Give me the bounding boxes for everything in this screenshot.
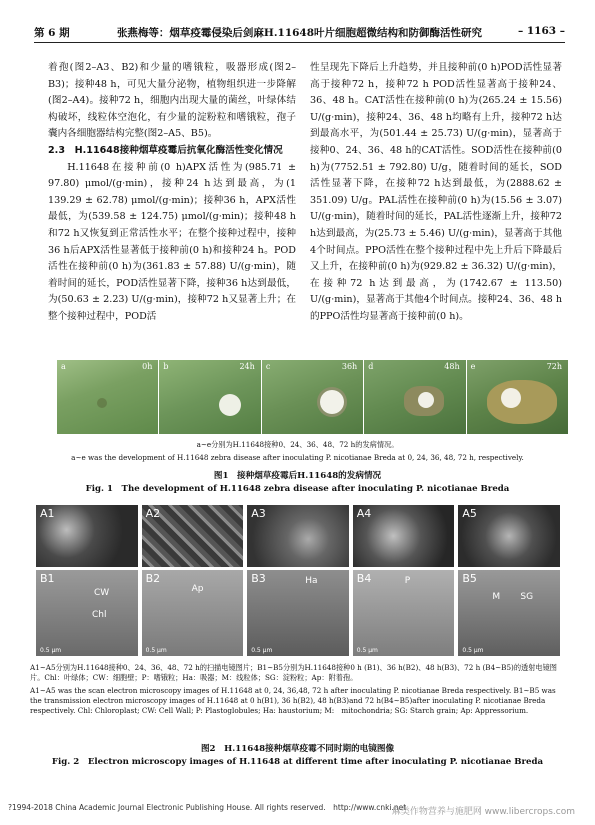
figure-2-caption-cn: A1~A5分别为H.11648接种0、24、36、48、72 h的扫描电镜图片；B1~B5分别为H.11648接种0 h (B1)、36 h(B2)、48 h(B3)、72 h (B4~B5)的透射电镜图片。Chl：叶绿体；CW：细胞壁；P：嗜锇粒；Ha：吸器；M：线粒体；SG：淀粉粒；Ap：附着孢。 xyxy=(30,663,557,682)
leaf-photo-panel: a 0h xyxy=(57,360,159,434)
leaf-photo-panel: e 72h xyxy=(467,360,569,434)
sem-image: A1 xyxy=(36,505,138,567)
right-column xyxy=(310,60,562,326)
issue-number: 第 6 期 xyxy=(34,27,70,39)
watermark: 麻类作物营养与施肥网 www.libercrops.com xyxy=(391,807,575,817)
running-title: 张燕梅等：烟草疫霉侵染后剑麻H.11648叶片细胞超微结构和防御酶活性研究 xyxy=(116,27,483,39)
tem-row xyxy=(36,570,560,656)
leaf-photo-panel: c 36h xyxy=(262,360,364,434)
tem-image: B3 Ha 0.5 μm xyxy=(247,570,349,656)
figure-1-photos xyxy=(57,360,569,434)
tem-image: B5 M SG 0.5 μm xyxy=(458,570,560,656)
section-title: 2.3 H.11648接种烟草疫霉后抗氧化酶活性变化情况 xyxy=(48,144,283,156)
sem-image: A4 xyxy=(353,505,455,567)
figure-1-title-cn: 图1 接种烟草疫霉后H.11648的发病情况 xyxy=(213,471,382,481)
figure-2-title-cn: 图2 H.11648接种烟草疫霉不同时期的电镜图像 xyxy=(200,744,395,754)
running-header xyxy=(34,22,565,43)
figure-1-caption-cn: a~e分别为H.11648接种0、24、36、48、72 h的发病情况。 xyxy=(196,440,399,449)
tem-image: B2 Ap 0.5 μm xyxy=(142,570,244,656)
sem-image: A3 xyxy=(247,505,349,567)
figure-1-title-en: Fig. 1 The development of H.11648 zebra disease after inoculating P. nicotianae Breda xyxy=(85,484,510,494)
figure-2-images xyxy=(36,505,560,659)
left-column xyxy=(48,60,296,326)
page-number: – 1163 – xyxy=(517,25,565,37)
paragraph: 性呈现先下降后上升趋势，并且接种前(0 h)POD活性显著高于接种72 h，接种72 h POD活性显著高于接种24、36、48 h。CAT活性在接种前(0 h)为(265.24 ± 15.56) U/(g·min)，接种24、36、48 h均略有上升，接种72 h达到最高水平，为(501.44 ± 25.73) U/(g·min)，显著高于接种0、24、36、48 h的CAT活性。SOD活性在接种前(0 h)为(7752.51 ± 792.80) U/g，随着时间的延长，SOD活性显著下降，在接种72 h达到最低，为(2888.62 ± 351.09) U/g。PAL活性在接种前(0 h)为(15.56 ± 3.07) U/(g·min)，随着时间的延长，PAL活性逐渐上升，接种72 h达到最高，为(25.73 ± 5.46) U/(g·min)，显著高于其他4个时间点。PPO活性在整个接种过程中先上升后下降最后又上升，在接种前(0 h)为(929.82 ± 36.32) U/(g·min)，在接种72 h达到最高，为(1742.67 ± 113.50) U/(g·min)，显著高于其他4个时间点。接种24、36、48 h的PPO活性均显著高于接种前(0 h)。 xyxy=(310,62,562,322)
sem-image: A5 xyxy=(458,505,560,567)
tem-image: B4 P 0.5 μm xyxy=(353,570,455,656)
tem-image: B1 CW Chl 0.5 μm xyxy=(36,570,138,656)
copyright-footer: ?1994-2018 China Academic Journal Electronic Publishing House. All rights reserved. http://www.cnki.net xyxy=(8,803,407,812)
sem-image: A2 xyxy=(142,505,244,567)
figure-1-caption-en: a~e was the development of H.11648 zebra disease after inoculating P. nicotianae Breda at 0, 24, 36, 48, 72 h, respectively. xyxy=(71,453,524,462)
figure-2-title-en: Fig. 2 Electron microscopy images of H.11648 at different time after inoculating P. nicotianae Breda xyxy=(51,757,544,767)
leaf-photo-panel: b 24h xyxy=(159,360,261,434)
paragraph: 着孢(图2–A3、B2)和少量的嗜锇粒，吸器形成(图2–B3)；接种48 h，可见大量分泌物，植物组织进一步降解(图2–A4)。接种72 h，细胞内出现大量的菌丝，叶绿体结构破坏，线粒体空泡化，有少量的淀粉粒和嗜锇粒，孢子囊内各细胞器结构完整(图2–A5、B5)。 xyxy=(48,62,296,140)
figure-2-caption-en: A1~A5 was the scan electron microscopy images of H.11648 at 0, 24, 36,48, 72 h after inoculating P. nicotianae Breda respectively. B1~B5 was the transmission electron microscopy images of H.11648 at 0 h(B1), 36 h(B2), 48 h(B3)and 72 h(B4~B5)after inoculating P. nicotianae Breda respectively. Chl: Chloroplast; CW: Cell Wall; P: Plastoglobules; Ha: haustorium; M: mitochondria; SG: Starch grain; Ap: Appressorium. xyxy=(30,686,556,715)
paragraph: H.11648在接种前(0 h)APX活性为(985.71 ± 97.80) μmol/(g·min)，接种24 h达到最高，为(1 139.29 ± 62.78) μmol/(g·min)；接种36 h，APX活性最低，为(539.58 ± 124.75) μmol/(g·min)；接种48 h和72 h又恢复到正常活性水平；在整个接种过程中，接种36 h后APX活性显著低于接种前(0 h)和接种24 h。POD活性在接种前(0 h)为(361.83 ± 57.88) U/(g·min)，随着时间的延长，POD活性显著下降，接种36 h达到最低，为(50.63 ± 2.23) U/(g·min)，接种72 h又显著上升；在整个接种过程中，POD活 xyxy=(48,161,296,322)
sem-row xyxy=(36,505,560,567)
leaf-photo-panel: d 48h xyxy=(364,360,466,434)
